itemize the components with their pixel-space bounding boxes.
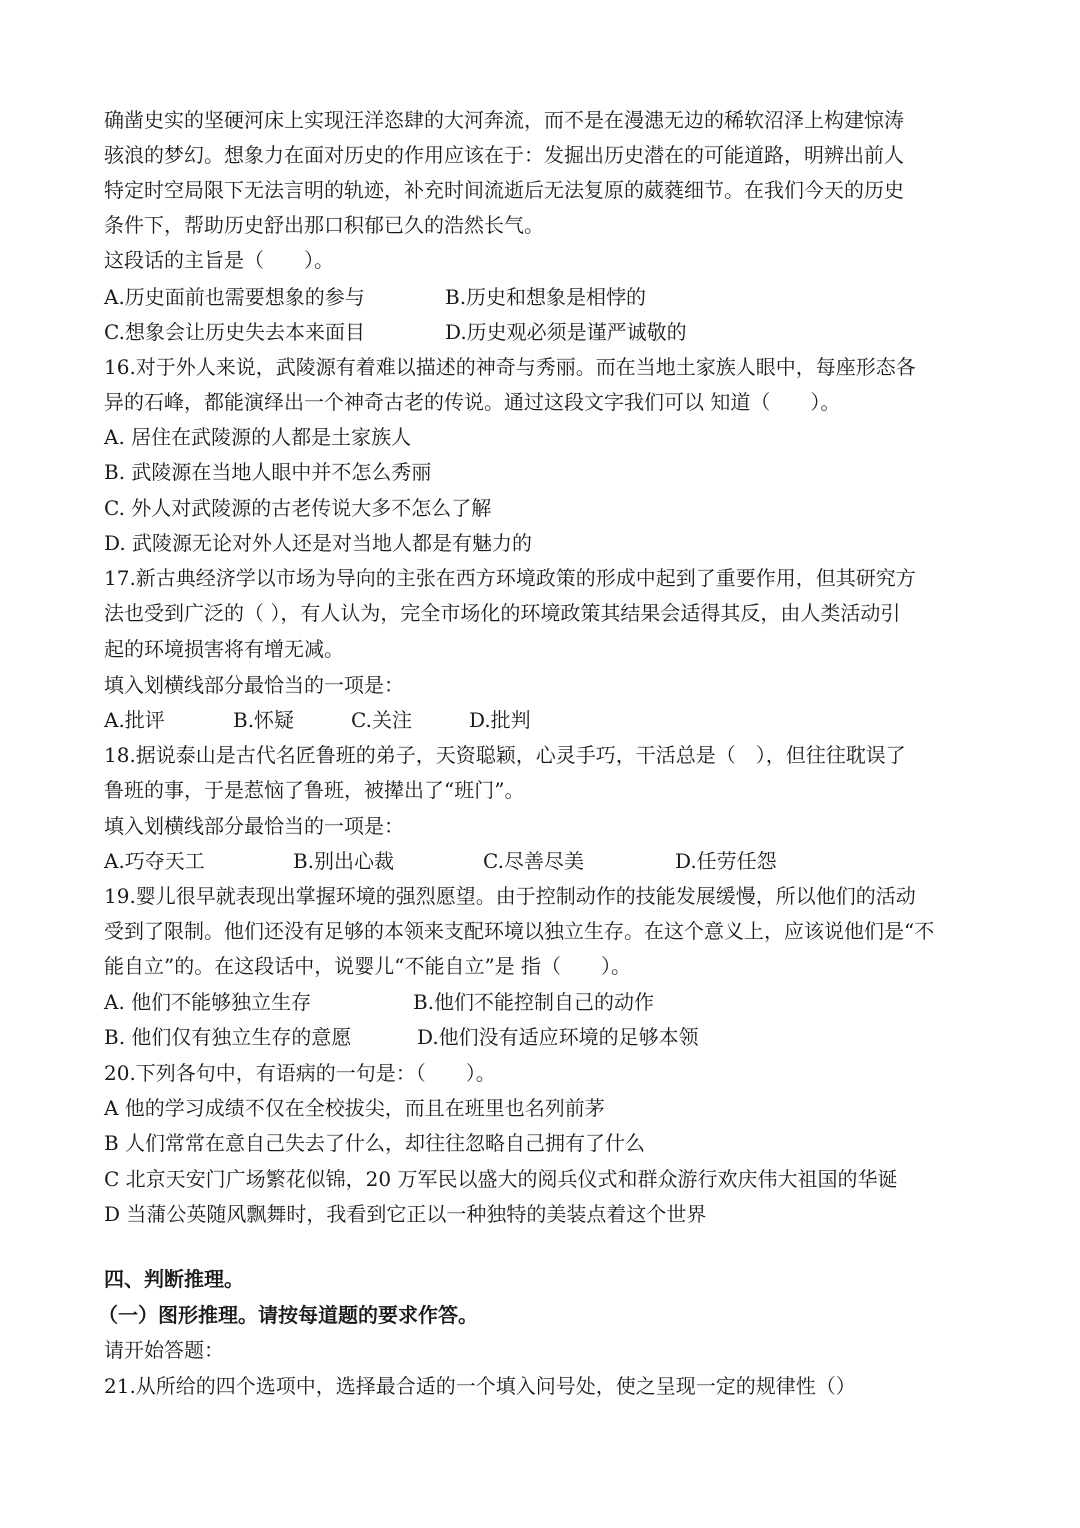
question-18-line: 18.据说泰山是古代名匠鲁班的弟子，天资聪颖，心灵手巧，干活总是（ ），但往往耽误了 (104, 743, 906, 767)
question-18-line: 鲁班的事，于是惹恼了鲁班，被撵出了“班门”。 (104, 778, 525, 802)
question-stem: 这段话的主旨是（ ）。 (104, 248, 334, 272)
option-c: C.关注 (351, 708, 412, 732)
question-19-line: 19.婴儿很早就表现出掌握环境的强烈愿望。由于控制动作的技能发展缓慢，所以他们的活动 (104, 884, 916, 908)
option-c: C. 外人对武陵源的古老传说大多不怎么了解 (104, 496, 492, 520)
option-b: B.历史和想象是相悖的 (445, 285, 647, 309)
option-d: D.批判 (469, 708, 531, 732)
option-a: A.巧夺天工 (104, 849, 205, 873)
option-d: D.历史观必须是谨严诚敬的 (445, 320, 687, 344)
option-a: A. 他们不能够独立生存 (104, 990, 312, 1014)
section-heading: 四、判断推理。 (104, 1267, 244, 1291)
passage-line: 条件下，帮助历史舒出那口积郁已久的浩然长气。 (104, 213, 544, 237)
question-17-line: 起的环境损害将有增无减。 (104, 637, 344, 661)
question-21-stem: 21.从所给的四个选项中，选择最合适的一个填入问号处，使之呈现一定的规律性（） (104, 1374, 856, 1398)
option-c: C.尽善尽美 (483, 849, 584, 873)
option-c: C.想象会让历史失去本来面目 (104, 320, 365, 344)
question-20-stem: 20.下列各句中，有语病的一句是：（ ）。 (104, 1061, 496, 1085)
question-16-line: 16.对于外人来说，武陵源有着难以描述的神奇与秀丽。而在当地土家族人眼中，每座形态各 (104, 355, 916, 379)
option-b: B. 武陵源在当地人眼中并不怎么秀丽 (104, 460, 432, 484)
option-c: B. 他们仅有独立生存的意愿 (104, 1025, 352, 1049)
question-stem: 填入划横线部分最恰当的一项是： (104, 814, 404, 838)
option-a: A 他的学习成绩不仅在全校拔尖，而且在班里也名列前茅 (104, 1096, 605, 1120)
question-16-line: 异的石峰，都能演绎出一个神奇古老的传说。通过这段文字我们可以 知道（ ）。 (104, 390, 841, 414)
option-d: D.他们没有适应环境的足够本领 (417, 1025, 699, 1049)
question-17-line: 17.新古典经济学以市场为导向的主张在西方环境政策的形成中起到了重要作用，但其研究方 (104, 566, 916, 590)
option-a: A. 居住在武陵源的人都是土家族人 (104, 425, 412, 449)
option-d: D. 武陵源无论对外人还是对当地人都是有魅力的 (104, 531, 533, 555)
question-stem: 填入划横线部分最恰当的一项是： (104, 673, 404, 697)
passage-line: 骇浪的梦幻。想象力在面对历史的作用应该在于：发掘出历史潜在的可能道路，明辨出前人 (104, 143, 904, 167)
question-17-line: 法也受到广泛的（ ），有人认为，完全市场化的环境政策其结果会适得其反，由人类活动引 (104, 601, 901, 625)
instruction-text: 请开始答题： (104, 1338, 224, 1362)
option-b: B.怀疑 (233, 708, 295, 732)
option-d: D 当蒲公英随风飘舞时，我看到它正以一种独特的美装点着这个世界 (104, 1202, 707, 1226)
option-b: B 人们常常在意自己失去了什么，却往往忽略自己拥有了什么 (104, 1131, 646, 1155)
option-d: D.任劳任怨 (675, 849, 777, 873)
option-a: A.历史面前也需要想象的参与 (104, 285, 365, 309)
option-c: C 北京天安门广场繁花似锦，20 万军民以盛大的阅兵仪式和群众游行欢庆伟大祖国的华诞 (104, 1167, 898, 1191)
option-b: B.别出心裁 (293, 849, 395, 873)
subsection-heading: （一）图形推理。请按每道题的要求作答。 (98, 1303, 478, 1327)
passage-line: 确凿史实的坚硬河床上实现汪洋恣肆的大河奔流，而不是在漫漶无边的稀软沼泽上构建惊涛 (104, 108, 904, 132)
question-19-line: 受到了限制。他们还没有足够的本领来支配环境以独立生存。在这个意义上，应该说他们是“不 (104, 919, 935, 943)
passage-line: 特定时空局限下无法言明的轨迹，补充时间流逝后无法复原的葳蕤细节。在我们今天的历史 (104, 178, 904, 202)
question-19-line: 能自立”的。在这段话中，说婴儿“不能自立”是 指（ ）。 (104, 954, 632, 978)
option-a: A.批评 (104, 708, 165, 732)
option-b: B.他们不能控制自己的动作 (413, 990, 655, 1014)
